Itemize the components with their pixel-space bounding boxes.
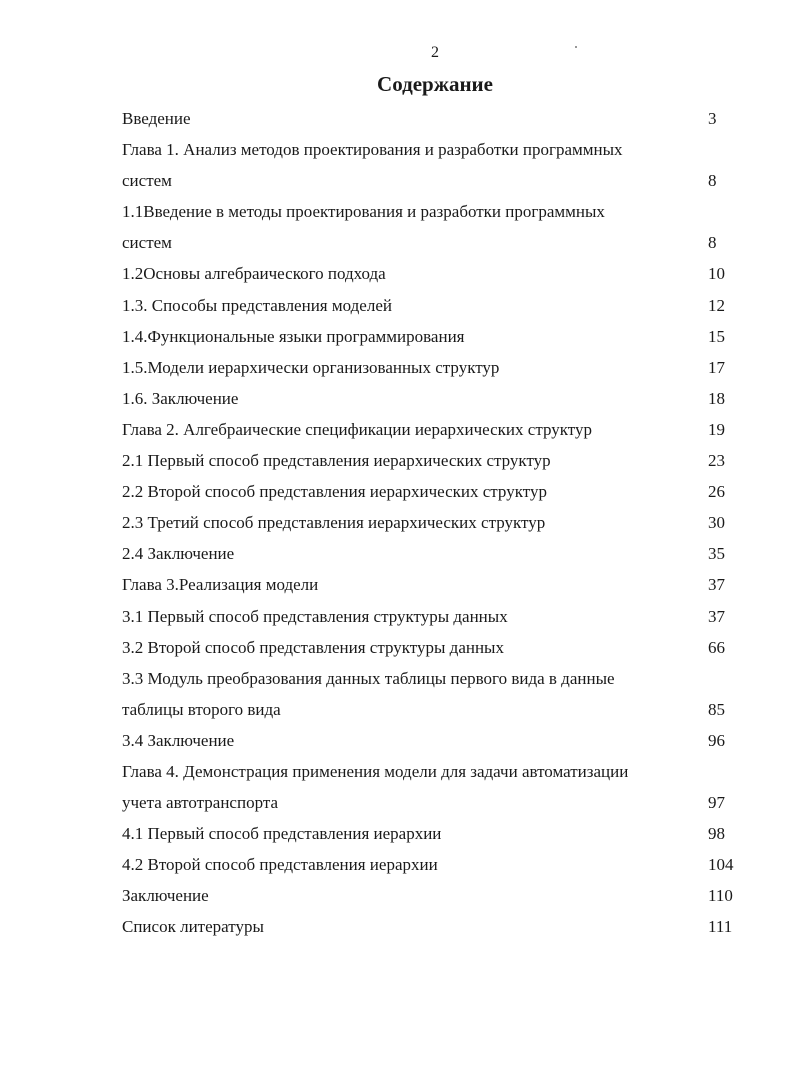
toc-entry-line bbox=[122, 694, 742, 725]
table-of-contents bbox=[122, 103, 742, 943]
toc-entry-line bbox=[122, 507, 742, 538]
toc-entry-line bbox=[122, 663, 742, 694]
toc-entry-text: 3.2 Второй способ представления структуры данных bbox=[122, 637, 504, 657]
toc-page-number: 97 bbox=[708, 793, 725, 813]
toc-entry-text: 1.1Введение в методы проектирования и разработки программных bbox=[122, 202, 605, 222]
toc-page-number: 10 bbox=[708, 264, 725, 284]
toc-entry-text: 1.2Основы алгебраического подхода bbox=[122, 264, 386, 284]
toc-entry-line bbox=[122, 725, 742, 756]
toc-entry-text: Список литературы bbox=[122, 917, 264, 937]
toc-page-number: 12 bbox=[708, 295, 725, 315]
toc-page-number: 104 bbox=[708, 855, 734, 875]
toc-entry-text: 2.2 Второй способ представления иерархических структур bbox=[122, 482, 547, 502]
toc-entry-text: систем bbox=[122, 233, 172, 253]
toc-entry-text: систем bbox=[122, 171, 172, 191]
toc-page-number: 17 bbox=[708, 357, 725, 377]
toc-entry-line bbox=[122, 849, 742, 880]
toc-entry-text: 3.3 Модуль преобразования данных таблицы первого вида в данные bbox=[122, 668, 615, 688]
toc-entry-line bbox=[122, 880, 742, 911]
toc-entry-line bbox=[122, 258, 742, 289]
toc-entry-line bbox=[122, 290, 742, 321]
toc-entry-text: Глава 1. Анализ методов проектирования и разработки программных bbox=[122, 140, 623, 160]
toc-entry-line bbox=[122, 911, 742, 942]
toc-page-number: 37 bbox=[708, 606, 725, 626]
toc-entry-line bbox=[122, 569, 742, 600]
toc-page-number: 66 bbox=[708, 637, 725, 657]
toc-page-number: 26 bbox=[708, 482, 725, 502]
toc-entry-text: учета автотранспорта bbox=[122, 793, 279, 813]
toc-entry-line bbox=[122, 165, 742, 196]
toc-entry-line bbox=[122, 414, 742, 445]
toc-page-number: 30 bbox=[708, 513, 725, 533]
toc-entry-line bbox=[122, 134, 742, 165]
toc-entry-text: 4.2 Второй способ представления иерархии bbox=[122, 855, 438, 875]
toc-entry-line bbox=[122, 103, 742, 134]
toc-entry-line bbox=[122, 632, 742, 663]
toc-entry-line bbox=[122, 538, 742, 569]
page-number: 2 bbox=[431, 44, 439, 61]
page-title: Содержание bbox=[377, 72, 493, 96]
toc-entry-text: Глава 3.Реализация модели bbox=[122, 575, 319, 595]
toc-page-number: 98 bbox=[708, 824, 725, 844]
toc-page-number: 37 bbox=[708, 575, 725, 595]
toc-entry-text: 2.1 Первый способ представления иерархических структур bbox=[122, 451, 551, 471]
toc-entry-text: 3.1 Первый способ представления структуры данных bbox=[122, 606, 508, 626]
toc-entry-text: 1.5.Модели иерархически организованных структур bbox=[122, 357, 500, 377]
toc-entry-text: Введение bbox=[122, 109, 191, 128]
toc-entry-text: таблицы второго вида bbox=[122, 699, 281, 719]
toc-page-number: 15 bbox=[708, 326, 725, 346]
toc-entry-text: Глава 4. Демонстрация применения модели для задачи автоматизации bbox=[122, 761, 629, 781]
toc-entry-line bbox=[122, 352, 742, 383]
toc-entry-line bbox=[122, 383, 742, 414]
toc-page-number: 111 bbox=[708, 917, 733, 937]
toc-entry-line bbox=[122, 756, 742, 787]
scan-speck bbox=[575, 46, 577, 48]
toc-page-number: 35 bbox=[708, 544, 725, 564]
toc-entry-text: 2.4 Заключение bbox=[122, 544, 235, 564]
toc-entry-text: 2.3 Третий способ представления иерархических структур bbox=[122, 513, 546, 533]
toc-page-number: 19 bbox=[708, 419, 725, 439]
toc-entry-line bbox=[122, 445, 742, 476]
toc-entry-line bbox=[122, 601, 742, 632]
toc-entry-line bbox=[122, 321, 742, 352]
toc-entry-text: 1.4.Функциональные языки программирования bbox=[122, 326, 465, 346]
toc-entry-line bbox=[122, 818, 742, 849]
toc-entry-text: 1.3. Способы представления моделей bbox=[122, 295, 392, 315]
toc-page-number: 8 bbox=[708, 171, 717, 191]
toc-entry-line bbox=[122, 787, 742, 818]
toc-page-number: 3 bbox=[708, 109, 717, 128]
toc-entry-text: 4.1 Первый способ представления иерархии bbox=[122, 824, 442, 844]
toc-entry-text: 3.4 Заключение bbox=[122, 730, 235, 750]
toc-entry-text: Заключение bbox=[122, 886, 209, 906]
toc-page-number: 85 bbox=[708, 699, 725, 719]
toc-page-number: 110 bbox=[708, 886, 733, 906]
toc-entry-line bbox=[122, 196, 742, 227]
toc-page-number: 23 bbox=[708, 451, 725, 471]
toc-entry-line bbox=[122, 227, 742, 258]
toc-entry-line bbox=[122, 476, 742, 507]
toc-page-number: 18 bbox=[708, 388, 725, 408]
toc-entry-text: 1.6. Заключение bbox=[122, 388, 239, 408]
toc-page-number: 96 bbox=[708, 730, 725, 750]
toc-page-number: 8 bbox=[708, 233, 717, 253]
toc-entry-text: Глава 2. Алгебраические спецификации иерархических структур bbox=[122, 419, 592, 439]
